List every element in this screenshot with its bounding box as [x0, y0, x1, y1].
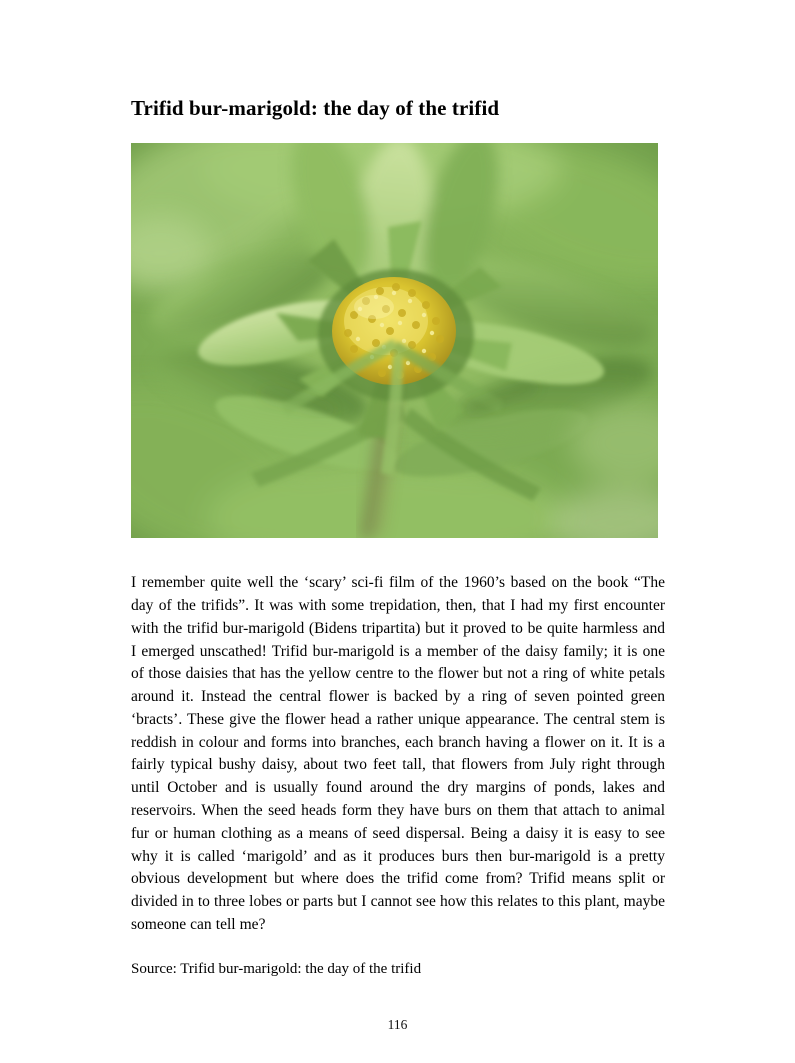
page-content [131, 96, 665, 980]
flower-photo-image [131, 143, 658, 538]
source-line: Source: Trifid bur-marigold: the day of the trifid [131, 960, 422, 977]
article-body: I remember quite well the ‘scary’ sci-fi film of the 1960’s based on the book “The day of the trifids”. It was with some trepidation, then, that I had my first encounter with the trifid bur-marigold (Bidens tripartita) but it proved to be quite harmless and I emerged unscathed! Trifid bur-marigold is a member of the daisy family; it is one of those daisies that has the yellow centre to the flower but not a ring of white petals around it. Instead the central flower is backed by a ring of seven pointed green ‘bracts’. These give the flower head a rather unique appearance. The central stem is reddish in colour and forms into branches, each branch having a flower on it. It is a fairly typical bushy daisy, about two feet tall, that flowers from July right through until October and is usually found around the dry margins of ponds, lakes and reservoirs. When the seed heads form they have burs on them that attach to animal fur or human clothing as a means of seed dispersal. Being a daisy it is easy to see why it is called ‘marigold’ and as it produces burs then bur-marigold is a pretty obvious development but where does the trifid come from? Trifid means split or divided in to three lobes or parts but I cannot see how this relates to this plant, maybe someone can tell me? [131, 574, 665, 933]
flower-photo [131, 143, 658, 538]
page-number: 116 [387, 1017, 408, 1032]
page-title: Trifid bur-marigold: the day of the trifid [131, 96, 500, 120]
